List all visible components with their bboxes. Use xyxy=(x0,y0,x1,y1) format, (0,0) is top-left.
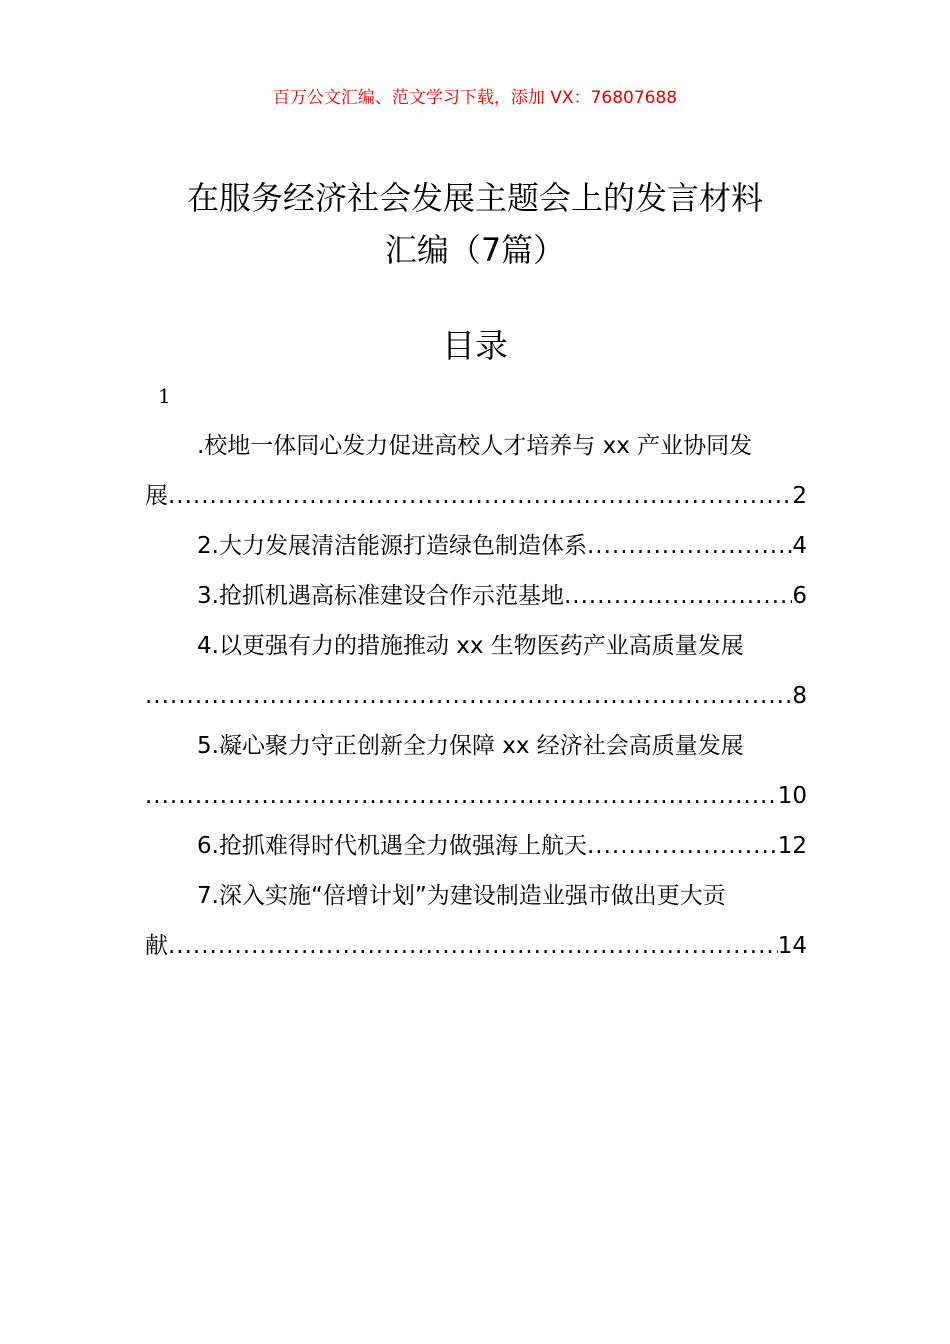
toc-page-number: 6 xyxy=(792,583,807,609)
toc-entry-line: 4.以更强有力的措施推动 xx 生物医药产业高质量发展 xyxy=(197,633,744,659)
dot-leader xyxy=(587,821,778,871)
dot-leader xyxy=(587,521,792,571)
toc-entry-line: 7.深入实施“倍增计划”为建设制造业强市做出更大贡 xyxy=(197,883,726,909)
dot-leader xyxy=(564,571,792,621)
toc-entry-text: 展 xyxy=(145,483,168,509)
toc-entry-text: 2.大力发展清洁能源打造绿色制造体系 xyxy=(197,533,587,559)
stray-number: 1 xyxy=(158,384,171,408)
toc-entry-text: 6.抢抓难得时代机遇全力做强海上航天 xyxy=(197,833,587,859)
dot-leader xyxy=(168,471,792,521)
header-note: 百万公文汇编、范文学习下载，添加 VX：76807688 xyxy=(272,88,678,108)
table-of-contents xyxy=(145,421,807,971)
toc-page-number: 10 xyxy=(777,783,807,809)
toc-entry-3[interactable] xyxy=(145,571,807,621)
dot-leader xyxy=(145,671,792,721)
document-title-line-2: 汇编（7篇） xyxy=(384,231,566,269)
toc-page-number: 12 xyxy=(777,833,807,859)
toc-entry-2[interactable] xyxy=(145,521,807,571)
document-title-line-1: 在服务经济社会发展主题会上的发言材料 xyxy=(186,179,763,217)
toc-entry-6[interactable] xyxy=(145,821,807,871)
toc-entry-line xyxy=(145,471,807,521)
toc-entry-line xyxy=(145,921,807,971)
document-title xyxy=(120,172,830,276)
toc-entry-line xyxy=(145,571,807,621)
toc-page-number: 2 xyxy=(792,483,807,509)
toc-page-number: 4 xyxy=(792,533,807,559)
toc-page-number: 14 xyxy=(777,933,807,959)
toc-entry-1[interactable] xyxy=(145,421,807,521)
toc-page-number: 8 xyxy=(792,683,807,709)
dot-leader xyxy=(168,921,778,971)
toc-entry-line xyxy=(145,671,807,721)
toc-entry-text: 献 xyxy=(145,933,168,959)
dot-leader xyxy=(145,771,778,821)
toc-entry-4[interactable] xyxy=(145,621,807,721)
toc-entry-line: .校地一体同心发力促进高校人才培养与 xx 产业协同发 xyxy=(197,433,753,459)
toc-entry-text: 3.抢抓机遇高标准建设合作示范基地 xyxy=(197,583,564,609)
toc-entry-line xyxy=(145,771,807,821)
toc-entry-line: 5.凝心聚力守正创新全力保障 xx 经济社会高质量发展 xyxy=(197,733,744,759)
toc-entry-7[interactable] xyxy=(145,871,807,971)
toc-entry-5[interactable] xyxy=(145,721,807,821)
toc-heading: 目录 xyxy=(442,326,508,365)
toc-entry-line xyxy=(145,521,807,571)
toc-entry-line xyxy=(145,821,807,871)
